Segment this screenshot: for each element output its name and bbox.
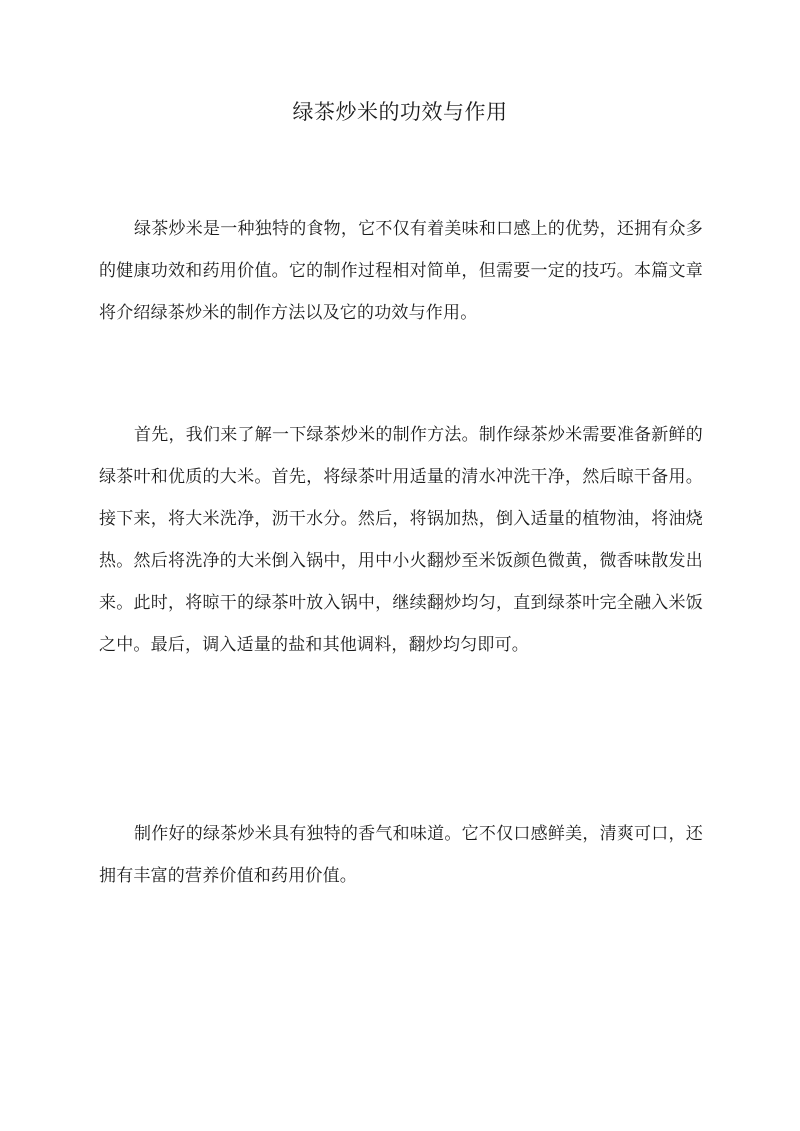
intro-paragraph: 绿茶炒米是一种独特的食物，它不仅有着美味和口感上的优势，还拥有众多的健康功效和药用价值。它的制作过程相对简单，但需要一定的技巧。本篇文章将介绍绿茶炒米的制作方法以及它的功效与作用。 — [99, 219, 703, 323]
method-paragraph: 首先，我们来了解一下绿茶炒米的制作方法。制作绿茶炒米需要准备新鲜的绿茶叶和优质的大米。首先，将绿茶叶用适量的清水冲洗干净，然后晾干备用。接下来，将大米洗净，沥干水分。然后，将锅加热，倒入适量的植物油，将油烧热。然后将洗净的大米倒入锅中，用中小火翻炒至米饭颜色微黄，微香味散发出来。此时，将晾干的绿茶叶放入锅中，继续翻炒均匀，直到绿茶叶完全融入米饭之中。最后，调入适量的盐和其他调料，翻炒均匀即可。 — [99, 425, 703, 655]
document-title: 绿茶炒米的功效与作用 — [292, 100, 508, 124]
flavor-paragraph: 制作好的绿茶炒米具有独特的香气和味道。它不仅口感鲜美，清爽可口，还拥有丰富的营养价值和药用价值。 — [99, 824, 703, 886]
